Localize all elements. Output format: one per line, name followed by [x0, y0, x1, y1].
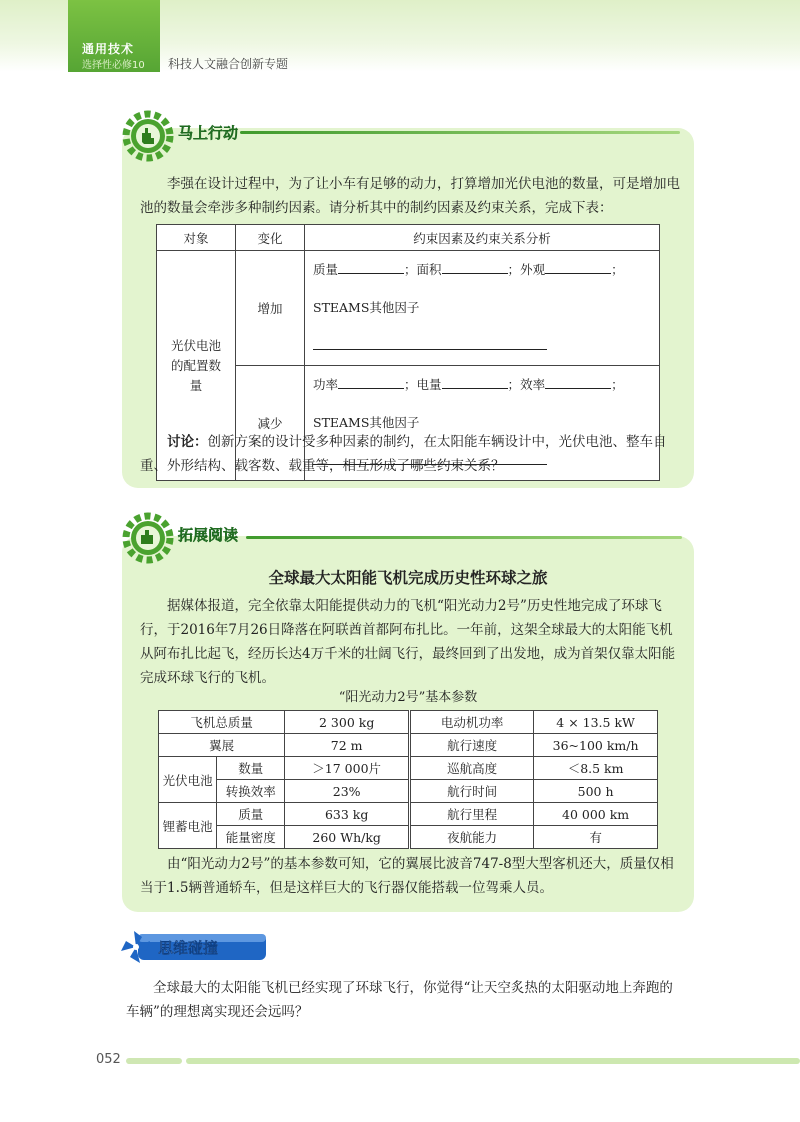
param-value: 40 000 km	[534, 803, 658, 826]
series-tab	[68, 0, 160, 72]
blank-line[interactable]	[442, 375, 508, 389]
factor-appearance: 外观	[520, 262, 546, 277]
param-label: 飞机总质量	[159, 711, 285, 734]
action-intro: 李强在设计过程中，为了让小车有足够的动力，打算增加光伏电池的数量，可是增加电池的数量会牵涉多种制约因素。请分析其中的制约因素及约束关系，完成下表：	[140, 176, 680, 216]
change-decrease: 减少	[236, 366, 305, 481]
factor-efficiency: 效率	[520, 377, 546, 392]
blank-line[interactable]	[545, 375, 611, 389]
blank-line[interactable]	[442, 260, 508, 274]
page-number: 052	[96, 1052, 121, 1067]
params-table	[158, 710, 658, 849]
param-value: ＜8.5 km	[534, 757, 658, 780]
param-value: 72 m	[285, 734, 410, 757]
param-label: 质量	[217, 803, 285, 826]
param-label: 航行时间	[409, 780, 533, 803]
param-group: 光伏电池	[159, 757, 217, 803]
series-title: 通用技术	[82, 42, 135, 56]
blank-line[interactable]	[338, 375, 404, 389]
blank-line[interactable]	[313, 336, 547, 350]
param-value: ＞17 000片	[285, 757, 410, 780]
gear-reading-icon	[118, 508, 178, 568]
blank-line[interactable]	[545, 260, 611, 274]
object-cell: 光伏电池的配置数量	[157, 251, 236, 481]
param-value: 23%	[285, 780, 410, 803]
change-increase: 增加	[236, 251, 305, 366]
factor-area: 面积	[416, 262, 442, 277]
heading-underline	[246, 536, 682, 539]
param-label: 能量密度	[217, 826, 285, 849]
discussion-text: 创新方案的设计受多种因素的制约，在太阳能车辆设计中，光伏电池、整车自重、外形结构、载客数、载重等，相互形成了哪些约束关系？	[140, 434, 667, 474]
footer-bar-right	[186, 1058, 800, 1064]
steams-label: STEAMS其他因子	[313, 300, 420, 315]
article-para-2: 由“阳光动力2号”的基本参数可知，它的翼展比波音747-8型大型客机还大，质量仅相当于1.5辆普通轿车，但是这样巨大的飞行器仅能搭载一位驾乘人员。	[140, 856, 674, 896]
param-label: 翼展	[159, 734, 285, 757]
param-label: 夜航能力	[409, 826, 533, 849]
discussion	[140, 430, 680, 478]
th-analysis: 约束因素及约束关系分析	[305, 225, 660, 251]
param-value: 633 kg	[285, 803, 410, 826]
section-heading-thinking: 思维碰撞	[158, 939, 219, 957]
steams-label: STEAMS其他因子	[313, 415, 420, 430]
param-value: 500 h	[534, 780, 658, 803]
param-value: 有	[534, 826, 658, 849]
subject-title: 科技人文融合创新专题	[168, 57, 289, 71]
heading-underline	[240, 131, 680, 134]
blank-line[interactable]	[338, 260, 404, 274]
th-object: 对象	[157, 225, 236, 251]
param-label: 数量	[217, 757, 285, 780]
table-caption: “阳光动力2号”基本参数	[338, 690, 478, 705]
article-title: 全球最大太阳能飞机完成历史性环球之旅	[268, 569, 548, 587]
th-change: 变化	[236, 225, 305, 251]
param-label: 转换效率	[217, 780, 285, 803]
gear-hand-icon	[118, 106, 178, 166]
thinking-text: 全球最大的太阳能飞机已经实现了环球飞行，你觉得“让天空炙热的太阳驱动地上奔跑的车辆”的理想离实现还会远吗？	[126, 980, 673, 1020]
footer-bar-left	[126, 1058, 182, 1064]
param-label: 航行里程	[409, 803, 533, 826]
decrease-analysis: 功率 ；电量 ；效率 ； STEAMS其他因子	[305, 366, 660, 481]
volume-title: 选择性必修10	[82, 60, 145, 71]
factor-charge: 电量	[416, 377, 442, 392]
factor-power: 功率	[313, 377, 339, 392]
param-value: 36~100 km/h	[534, 734, 658, 757]
increase-analysis: 质量 ；面积 ；外观 ； STEAMS其他因子	[305, 251, 660, 366]
section-heading-action: 马上行动	[178, 124, 239, 142]
param-label: 电动机功率	[409, 711, 533, 734]
article-para-1: 据媒体报道，完全依靠太阳能提供动力的飞机“阳光动力2号”历史性地完成了环球飞行，于2016年7月26日降落在阿联酋首都阿布扎比。一年前，这架全球最大的太阳能飞机从阿布扎比起飞，经历长达4万千米的壮阔飞行，最终回到了出发地，成为首架仅靠太阳能完成环球飞行的飞机。	[140, 598, 676, 686]
factor-mass: 质量	[313, 262, 339, 277]
section-heading-reading: 拓展阅读	[178, 526, 239, 544]
param-label: 巡航高度	[409, 757, 533, 780]
discussion-label: 讨论：	[167, 434, 208, 450]
param-group: 锂蓄电池	[159, 803, 217, 849]
param-value: 2 300 kg	[285, 711, 410, 734]
param-label: 航行速度	[409, 734, 533, 757]
param-value: 4 × 13.5 kW	[534, 711, 658, 734]
param-value: 260 Wh/kg	[285, 826, 410, 849]
